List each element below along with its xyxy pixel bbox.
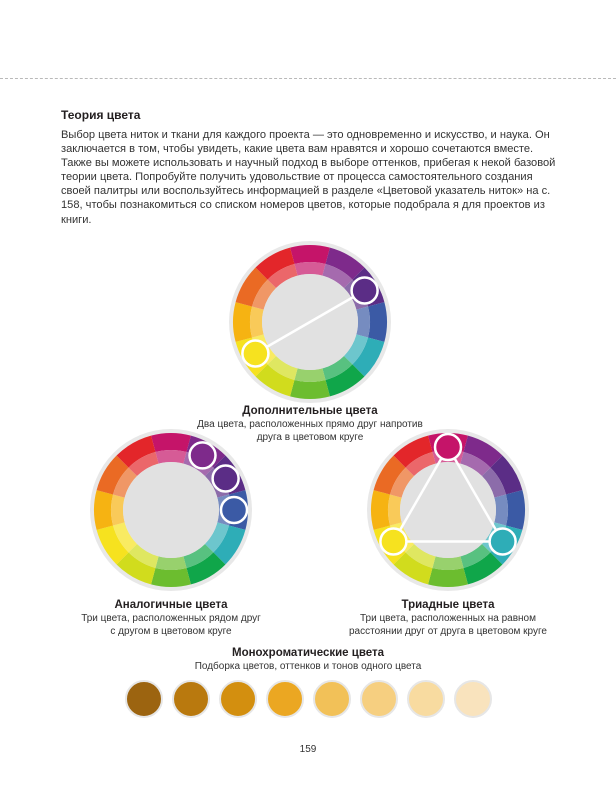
- wheel-segment-inner: [155, 450, 186, 464]
- analogous-title: Аналогичные цвета: [114, 599, 228, 611]
- wheel-segment-outer: [151, 568, 191, 587]
- triadic-title: Триадные цвета: [401, 599, 495, 611]
- complementary-color-wheel: [228, 240, 392, 404]
- wheel-segment-outer: [151, 433, 191, 452]
- page-number: 159: [299, 744, 317, 755]
- monochrome-desc: Подборка цветов, оттенков и тонов одного цвета: [194, 661, 422, 672]
- wheel-segment-inner: [155, 556, 186, 570]
- wheel-segment-outer: [233, 302, 252, 342]
- wheel-segment-inner: [250, 306, 264, 337]
- swatch-4: [266, 680, 304, 718]
- wheel-segment-outer: [368, 302, 387, 342]
- marker-yellow: [380, 529, 406, 555]
- marker-teal: [490, 529, 516, 555]
- swatch-8: [454, 680, 492, 718]
- wheel-segment-inner: [494, 494, 508, 525]
- wheel-segment-inner: [294, 368, 325, 382]
- marker-purple: [213, 466, 239, 492]
- dashed-divider: [0, 78, 616, 79]
- marker-purple: [352, 278, 378, 304]
- analogous-color-wheel: [89, 428, 253, 592]
- triadic-caption: [318, 598, 578, 638]
- marker-magenta: [435, 434, 461, 460]
- marker-blue: [221, 497, 247, 523]
- wheel-segment-outer: [428, 568, 468, 587]
- wheel-segment-inner: [432, 556, 463, 570]
- wheel-segment-outer: [94, 490, 113, 530]
- triadic-desc-line2: расстоянии друг от друга в цветовом круге: [348, 626, 547, 637]
- triadic-color-wheel: [366, 428, 530, 592]
- wheel-segment-inner: [388, 494, 402, 525]
- swatch-7: [407, 680, 445, 718]
- complementary-desc-line2: друга в цветовом круге: [256, 432, 364, 443]
- swatch-6: [360, 680, 398, 718]
- marker-yellow: [242, 341, 268, 367]
- triadic-desc-line1: Три цвета, расположенных на равном: [359, 613, 536, 624]
- wheel-segment-inner: [294, 262, 325, 276]
- analogous-desc-line1: Три цвета, расположенных рядом друг: [81, 613, 261, 624]
- complementary-desc-line1: Два цвета, расположенных прямо друг напротив: [197, 419, 423, 430]
- complementary-title: Дополнительные цвета: [242, 405, 378, 417]
- swatch-2: [172, 680, 210, 718]
- section-title: Теория цвета: [61, 108, 141, 122]
- swatch-5: [313, 680, 351, 718]
- analogous-caption: [46, 598, 296, 638]
- analogous-desc-line2: с другом в цветовом круге: [110, 626, 232, 637]
- monochrome-title: Монохроматические цвета: [231, 647, 385, 659]
- marker-violet: [190, 442, 216, 468]
- wheel-segment-outer: [371, 490, 390, 530]
- wheel-segment-inner: [111, 494, 125, 525]
- wheel-segment-outer: [290, 245, 330, 264]
- wheel-segment-outer: [506, 490, 525, 530]
- wheel-center: [400, 462, 496, 558]
- swatch-3: [219, 680, 257, 718]
- wheel-segment-inner: [356, 306, 370, 337]
- swatch-1: [125, 680, 163, 718]
- wheel-segment-outer: [290, 380, 330, 399]
- intro-paragraph: Выбор цвета ниток и ткани для каждого проекта — это одновременно и искусство, и наука. Он заключается в том, чтобы увидеть, какие цвета вам нравятся и хорошо сочетаются вместе. Также вы можете использовать и научный подход в выборе оттенков, прибегая к некой базовой теории цвета. Попробуйте получить удовольствие от процесса самостоятельного создания своей палитры или воспользуйтесь информацией в разделе «Цветовой указатель ниток» на с. 158, чтобы познакомиться со списком номеров цветов, которые подобрала я для проектов из книги.: [61, 129, 556, 226]
- wheel-center: [123, 462, 219, 558]
